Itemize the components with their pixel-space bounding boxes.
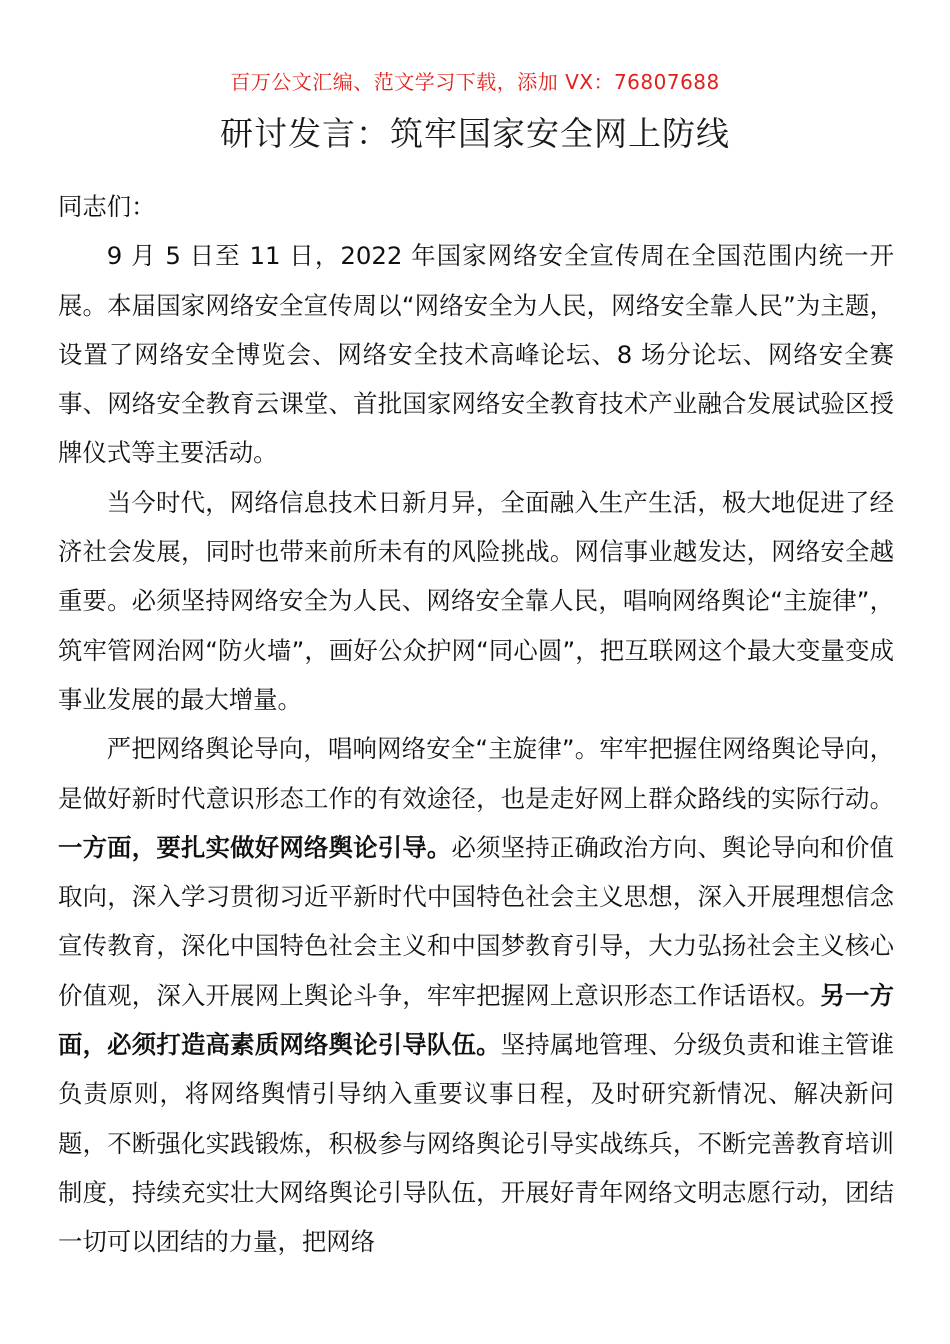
paragraph-3-text-2: 必须坚持正确政治方向、舆论导向和价值取向，深入学习贯彻习近平新时代中国特色社会主义思想，深入开展理想信念宣传教育，深化中国特色社会主义和中国梦教育引导，大力弘扬社会主义核心价值观，深入开展网上舆论斗争，牢牢把握网上意识形态工作话语权。	[58, 832, 894, 1010]
watermark-text: 百万公文汇编、范文学习下载，添加 VX：76807688	[230, 70, 720, 94]
paragraph-3	[58, 724, 894, 1266]
document-body	[58, 182, 894, 1267]
paragraph-1: 9 月 5 日至 11 日，2022 年国家网络安全宣传周在全国范围内统一开展。本届国家网络安全宣传周以“网络安全为人民，网络安全靠人民”为主题，设置了网络安全博览会、网络安全技术高峰论坛、8 场分论坛、网络安全赛事、网络安全教育云课堂、首批国家网络安全教育技术产业融合发展试验区授牌仪式等主要活动。	[58, 241, 894, 468]
document-title: 研讨发言：筑牢国家安全网上防线	[220, 114, 730, 153]
paragraph-3-text-3: 坚持属地管理、分级负责和谁主管谁负责原则，将网络舆情引导纳入重要议事日程，及时研究新情况、解决新问题，不断强化实践锻炼，积极参与网络舆论引导实战练兵，不断完善教育培训制度，持续充实壮大网络舆论引导队伍，开展好青年网络文明志愿行动，团结一切可以团结的力量，把网络	[58, 1030, 894, 1257]
paragraph-2: 当今时代，网络信息技术日新月异，全面融入生产生活，极大地促进了经济社会发展，同时也带来前所未有的风险挑战。网信事业越发达，网络安全越重要。必须坚持网络安全为人民、网络安全靠人民，唱响网络舆论“主旋律”，筑牢管网治网“防火墙”，画好公众护网“同心圆”，把互联网这个最大变量变成事业发展的最大增量。	[58, 487, 894, 714]
paragraph-3-bold-2: 另一方面，必须打造高素质网络舆论引导队伍。	[58, 980, 894, 1060]
paragraph-3-bold-1: 一方面，要扎实做好网络舆论引导。	[58, 832, 452, 862]
paragraph-3-text-1: 严把网络舆论导向，唱响网络安全“主旋律”。牢牢把握住网络舆论导向，是做好新时代意识形态工作的有效途径，也是走好网上群众路线的实际行动。	[58, 734, 894, 813]
salutation: 同志们：	[58, 192, 156, 221]
